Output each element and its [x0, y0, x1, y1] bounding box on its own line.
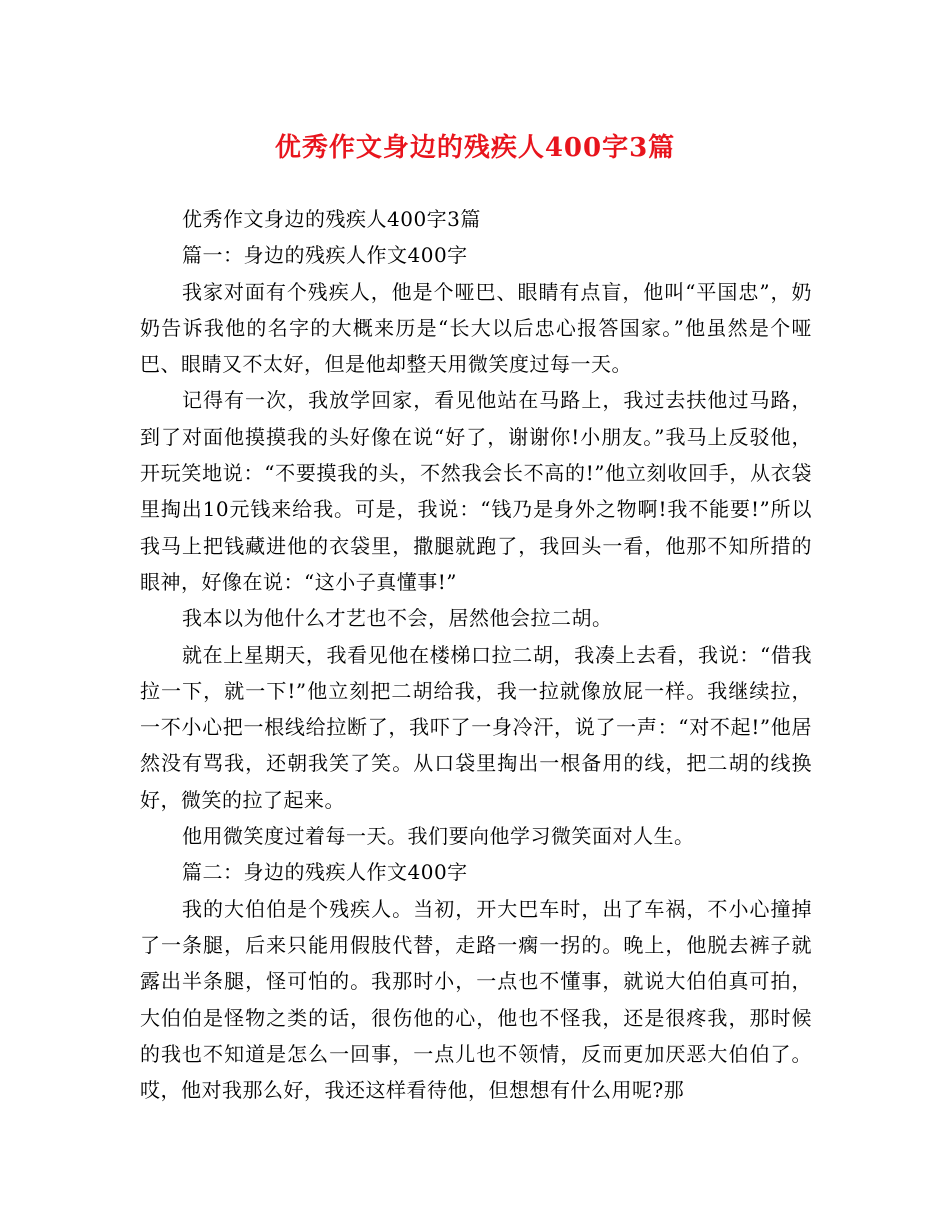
document-title: 优秀作文身边的残疾人400字3篇	[274, 133, 676, 163]
paragraph: 我家对面有个残疾人，他是个哑巴、眼睛有点盲，他叫“平国忠”，奶奶告诉我他的名字的大概来历是“长大以后忠心报答国家。”他虽然是个哑巴、眼睛又不太好，但是他却整天用微笑度过每一天。	[140, 279, 812, 377]
paragraph: 记得有一次，我放学回家，看见他站在马路上，我过去扶他过马路，到了对面他摸摸我的头好像在说“好了，谢谢你!小朋友。”我马上反驳他，开玩笑地说：“不要摸我的头，不然我会长不高的!”他立刻收回手，从衣袋里掏出10元钱来给我。可是，我说：“钱乃是身外之物啊!我不能要!”所以我马上把钱藏进他的衣袋里，撒腿就跑了，我回头一看，他那不知所措的眼神，好像在说：“这小子真懂事!”	[140, 388, 812, 594]
paragraph: 我本以为他什么才艺也不会，居然他会拉二胡。	[182, 606, 613, 631]
paragraph: 就在上星期天，我看见他在楼梯口拉二胡，我凑上去看，我说：“借我拉一下，就一下!”他立刻把二胡给我，我一拉就像放屁一样。我继续拉，一不小心把一根线给拉断了，我吓了一身冷汗，说了一声：“对不起!”他居然没有骂我，还朝我笑了笑。从口袋里掏出一根备用的线，把二胡的线换好，微笑的拉了起来。	[140, 642, 812, 812]
paragraph-subtitle: 优秀作文身边的残疾人400字3篇	[182, 207, 481, 231]
paragraph: 他用微笑度过着每一天。我们要向他学习微笑面对人生。	[182, 824, 695, 849]
paragraph-section-heading: 篇一：身边的残疾人作文400字	[182, 243, 468, 268]
paragraph: 我的大伯伯是个残疾人。当初，开大巴车时，出了车祸，不小心撞掉了一条腿，后来只能用假肢代替，走路一瘸一拐的。晚上，他脱去裤子就露出半条腿，怪可怕的。我那时小，一点也不懂事，就说大伯伯真可拍，大伯伯是怪物之类的话，很伤他的心，他也不怪我，还是很疼我，那时候的我也不知道是怎么一回事，一点儿也不领情，反而更加厌恶大伯伯了。哎，他对我那么好，我还这样看待他，但想想有什么用呢?那	[140, 896, 812, 1103]
paragraph-section-heading: 篇二：身边的残疾人作文400字	[182, 860, 468, 885]
document-body	[140, 201, 812, 1108]
